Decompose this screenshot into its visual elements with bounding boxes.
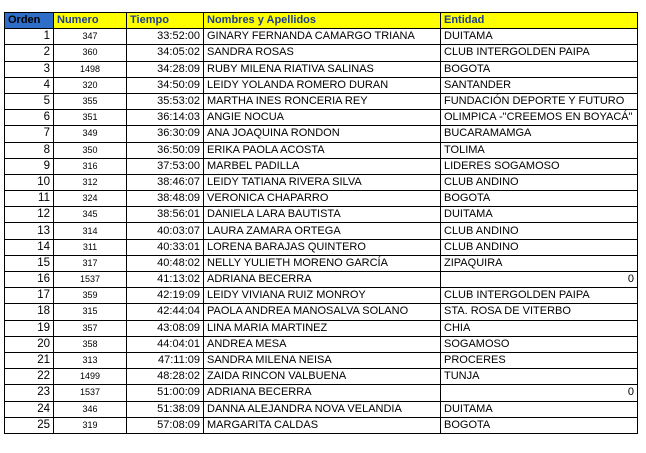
cell-orden[interactable]: 13 [5,223,54,239]
cell-nombre[interactable]: MARTHA INES RONCERIA REY [204,93,441,109]
cell-tiempo[interactable]: 35:53:02 [127,93,204,109]
cell-numero[interactable]: 317 [54,255,127,271]
cell-nombre[interactable]: DANIELA LARA BAUTISTA [204,207,441,223]
cell-entidad[interactable]: OLIMPICA -"CREEMOS EN BOYACÁ" [441,110,638,126]
cell-nombre[interactable]: LINA MARIA MARTINEZ [204,320,441,336]
cell-nombre[interactable]: SANDRA MILENA NEISA [204,352,441,368]
table-row [5,45,638,61]
cell-orden[interactable]: 4 [5,77,54,93]
cell-tiempo[interactable]: 48:28:02 [127,369,204,385]
cell-tiempo[interactable]: 36:30:09 [127,126,204,142]
cell-tiempo[interactable]: 42:19:09 [127,288,204,304]
table-row [5,272,638,288]
cell-entidad[interactable] [441,272,638,288]
cell-numero[interactable]: 345 [54,207,127,223]
cell-numero[interactable]: 357 [54,320,127,336]
cell-tiempo[interactable]: 34:28:09 [127,61,204,77]
cell-entidad[interactable]: FUNDACIÓN DEPORTE Y FUTURO [441,93,638,109]
table-row [5,126,638,142]
cell-numero[interactable]: 316 [54,158,127,174]
cell-nombre[interactable]: NELLY YULIETH MORENO GARCÍA [204,255,441,271]
cell-entidad[interactable]: DUITAMA [441,207,638,223]
cell-entidad[interactable] [441,385,638,401]
cell-nombre[interactable]: ANA JOAQUINA RONDON [204,126,441,142]
table-row [5,191,638,207]
cell-nombre[interactable]: ANGIE NOCUA [204,110,441,126]
cell-orden[interactable]: 19 [5,320,54,336]
cell-entidad[interactable]: CLUB ANDINO [441,223,638,239]
cell-tiempo[interactable]: 51:00:09 [127,385,204,401]
cell-orden[interactable]: 18 [5,304,54,320]
cell-tiempo[interactable]: 38:56:01 [127,207,204,223]
cell-entidad[interactable]: LIDERES SOGAMOSO [441,158,638,174]
cell-nombre[interactable]: DANNA ALEJANDRA NOVA VELANDIA [204,401,441,417]
cell-numero[interactable]: 347 [54,29,127,45]
table-row [5,320,638,336]
cell-numero[interactable]: 349 [54,126,127,142]
cell-numero[interactable]: 313 [54,352,127,368]
cell-orden[interactable]: 17 [5,288,54,304]
cell-tiempo[interactable]: 51:38:09 [127,401,204,417]
cell-tiempo[interactable]: 37:53:00 [127,158,204,174]
cell-entidad[interactable]: CLUB INTERGOLDEN PAIPA [441,45,638,61]
cell-orden[interactable]: 14 [5,239,54,255]
cell-nombre[interactable]: SANDRA ROSAS [204,45,441,61]
table-row [5,158,638,174]
cell-orden[interactable]: 1 [5,29,54,45]
cell-tiempo[interactable]: 34:05:02 [127,45,204,61]
cell-tiempo[interactable]: 38:48:09 [127,191,204,207]
cell-nombre[interactable]: ERIKA PAOLA ACOSTA [204,142,441,158]
cell-orden[interactable]: 11 [5,191,54,207]
cell-numero[interactable]: 360 [54,45,127,61]
table-body [5,29,638,434]
cell-numero[interactable]: 320 [54,77,127,93]
cell-nombre[interactable]: LAURA ZAMARA ORTEGA [204,223,441,239]
cell-nombre[interactable]: MARBEL PADILLA [204,158,441,174]
cell-orden[interactable]: 15 [5,255,54,271]
cell-tiempo[interactable]: 42:44:04 [127,304,204,320]
header-numero[interactable]: Numero [54,13,127,29]
cell-tiempo[interactable]: 57:08:09 [127,417,204,433]
cell-entidad[interactable]: BOGOTA [441,61,638,77]
cell-nombre[interactable]: LORENA BARAJAS QUINTERO [204,239,441,255]
cell-tiempo[interactable]: 40:48:02 [127,255,204,271]
cell-entidad[interactable]: SANTANDER [441,77,638,93]
cell-numero[interactable]: 312 [54,174,127,190]
cell-orden[interactable]: 7 [5,126,54,142]
table-row [5,29,638,45]
cell-nombre[interactable]: LEIDY YOLANDA ROMERO DURAN [204,77,441,93]
cell-entidad[interactable]: ZIPAQUIRA [441,255,638,271]
cell-nombre[interactable]: MARGARITA CALDAS [204,417,441,433]
cell-numero[interactable]: 351 [54,110,127,126]
cell-tiempo[interactable]: 47:11:09 [127,352,204,368]
cell-entidad[interactable]: DUITAMA [441,29,638,45]
cell-tiempo[interactable]: 33:52:00 [127,29,204,45]
cell-orden[interactable]: 23 [5,385,54,401]
cell-tiempo[interactable]: 43:08:09 [127,320,204,336]
cell-numero[interactable]: 1537 [54,385,127,401]
cell-tiempo[interactable]: 44:04:01 [127,336,204,352]
cell-numero[interactable]: 315 [54,304,127,320]
cell-orden[interactable]: 16 [5,272,54,288]
table-row [5,369,638,385]
cell-numero[interactable]: 314 [54,223,127,239]
cell-entidad[interactable]: CLUB ANDINO [441,174,638,190]
cell-entidad[interactable]: CHIA [441,320,638,336]
table-row [5,110,638,126]
cell-nombre[interactable]: ANDREA MESA [204,336,441,352]
table-row [5,352,638,368]
cell-entidad[interactable]: DUITAMA [441,401,638,417]
cell-orden[interactable]: 12 [5,207,54,223]
cell-numero[interactable]: 355 [54,93,127,109]
cell-orden[interactable]: 20 [5,336,54,352]
header-entidad[interactable]: Entidad [441,13,638,29]
cell-nombre[interactable]: LEIDY TATIANA RIVERA SILVA [204,174,441,190]
cell-entidad[interactable]: BOGOTA [441,417,638,433]
cell-numero[interactable]: 350 [54,142,127,158]
table-row [5,239,638,255]
table-row [5,304,638,320]
header-nombre[interactable]: Nombres y Apellidos [204,13,441,29]
cell-entidad[interactable]: CLUB INTERGOLDEN PAIPA [441,288,638,304]
cell-orden[interactable]: 22 [5,369,54,385]
cell-orden[interactable]: 25 [5,417,54,433]
table-row [5,223,638,239]
cell-entidad[interactable]: PROCERES [441,352,638,368]
cell-nombre[interactable]: PAOLA ANDREA MANOSALVA SOLANO [204,304,441,320]
table-row [5,255,638,271]
cell-entidad-value: 0 [627,386,634,399]
cell-entidad-value: 0 [627,273,634,286]
cell-tiempo[interactable]: 34:50:09 [127,77,204,93]
cell-orden[interactable]: 10 [5,174,54,190]
results-table [4,12,638,434]
header-orden[interactable]: Orden [5,13,54,29]
header-row [5,13,638,29]
table-row [5,401,638,417]
cell-tiempo[interactable]: 36:50:09 [127,142,204,158]
cell-entidad[interactable]: STA. ROSA DE VITERBO [441,304,638,320]
cell-numero[interactable]: 324 [54,191,127,207]
cell-entidad[interactable]: BOGOTA [441,191,638,207]
cell-orden[interactable]: 5 [5,93,54,109]
cell-orden[interactable]: 3 [5,61,54,77]
cell-orden[interactable]: 21 [5,352,54,368]
cell-nombre[interactable]: ADRIANA BECERRA [204,272,441,288]
cell-numero[interactable]: 1499 [54,369,127,385]
cell-numero[interactable]: 1537 [54,272,127,288]
cell-orden[interactable]: 6 [5,110,54,126]
table-row [5,142,638,158]
table-row [5,385,638,401]
table-row [5,93,638,109]
cell-tiempo[interactable]: 36:14:03 [127,110,204,126]
table-row [5,77,638,93]
cell-entidad[interactable]: TOLIMA [441,142,638,158]
cell-nombre[interactable]: LEIDY VIVIANA RUIZ MONROY [204,288,441,304]
cell-nombre[interactable]: ADRIANA BECERRA [204,385,441,401]
cell-entidad[interactable]: CLUB ANDINO [441,239,638,255]
cell-tiempo[interactable]: 40:03:07 [127,223,204,239]
cell-numero[interactable]: 319 [54,417,127,433]
cell-tiempo[interactable]: 40:33:01 [127,239,204,255]
cell-numero[interactable]: 311 [54,239,127,255]
cell-numero[interactable]: 1498 [54,61,127,77]
table-row [5,207,638,223]
table-row [5,61,638,77]
table-row [5,336,638,352]
cell-orden[interactable]: 8 [5,142,54,158]
cell-numero[interactable]: 346 [54,401,127,417]
cell-orden[interactable]: 2 [5,45,54,61]
cell-tiempo[interactable]: 41:13:02 [127,272,204,288]
cell-orden[interactable]: 24 [5,401,54,417]
table-row [5,417,638,433]
cell-entidad[interactable]: TUNJA [441,369,638,385]
cell-tiempo[interactable]: 38:46:07 [127,174,204,190]
cell-orden[interactable]: 9 [5,158,54,174]
cell-numero[interactable]: 358 [54,336,127,352]
table-row [5,288,638,304]
header-tiempo[interactable]: Tiempo [127,13,204,29]
cell-entidad[interactable]: BUCARAMAMGA [441,126,638,142]
table-row [5,174,638,190]
cell-nombre[interactable]: RUBY MILENA RIATIVA SALINAS [204,61,441,77]
cell-nombre[interactable]: GINARY FERNANDA CAMARGO TRIANA [204,29,441,45]
cell-nombre[interactable]: ZAIDA RINCON VALBUENA [204,369,441,385]
cell-nombre[interactable]: VERONICA CHAPARRO [204,191,441,207]
cell-numero[interactable]: 359 [54,288,127,304]
cell-entidad[interactable]: SOGAMOSO [441,336,638,352]
